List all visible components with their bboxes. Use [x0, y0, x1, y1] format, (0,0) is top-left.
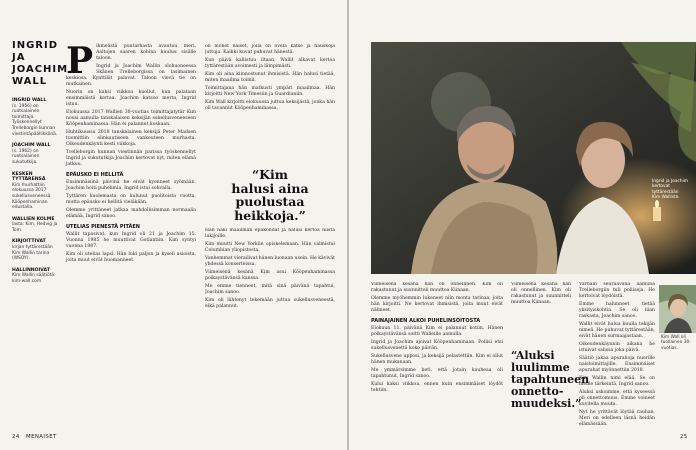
body-paragraph: Me ymmärsimme heti, että jotain kauheaa oli tapahtunut, Ingrid sanoo. [371, 368, 503, 379]
body-paragraph: Kim Wall kirjoitti elokuussa juttua keksijästä, jonka hän oli tavannut Kööpenhaminassa. [205, 100, 335, 111]
body-paragraph: Me emme tienneet, mitä sinä päivänä tapahtui, Joachim sanoo. [205, 284, 335, 295]
kim-photo-illustration [659, 285, 696, 333]
right-column-1 [371, 282, 503, 432]
column-1-body-3 [66, 232, 196, 264]
column-1-body [66, 64, 196, 168]
quote-line: “Kim [251, 167, 289, 182]
quote-line: puolustaa [235, 194, 305, 209]
photo-caption: Ingrid ja Joachim kertovat tyttärestään Kim Wallista. [652, 179, 688, 201]
body-paragraph: Kim Wallin nimi elää. Se on meille tärkeintä, Ingrid sanoo. [579, 376, 655, 387]
right-column-1-body-2 [371, 326, 503, 394]
body-paragraph: Kim oli lähtenyt tekemään juttua sukellusveneestä, eikä palannut. [205, 298, 335, 309]
drop-cap: P [66, 40, 94, 82]
sidebar-fact-label: WALLIEN KOLME [12, 216, 55, 222]
body-paragraph: Elokuun 11. päivänä Kim ei palannut kotiin. Hänen poikaystävänsä soitti Walleille aamulla. [371, 326, 503, 337]
body-paragraph: Varhain seuraavana aamuna Trelleborgiin tuli poliiseja. He kertoivat löydöistä. [579, 282, 655, 299]
body-paragraph: Kim muutti New Yorkiin opiskelemaan. Hän valmistui Columbian yliopistosta. [205, 242, 335, 253]
sidebar-fact [12, 98, 58, 137]
body-paragraph: Hän näki maailman epäkohdat ja halusi kertoa niistä lukijoille. [205, 228, 335, 239]
pull-quote-right [511, 349, 590, 410]
right-column-1-body [371, 282, 503, 314]
subheading-epausko: EPÄUSKO EI HELLITÄ [66, 172, 124, 178]
magazine-name: MENAISET [26, 434, 57, 440]
quote-line: heikkoja.” [234, 207, 306, 223]
body-paragraph: Viimeisenä kesänä hän oli onnellinen. Kim oli rakastunut ja suunnitteli muuttoa Kiinaan. [371, 282, 503, 293]
title-line: INGRID [12, 40, 59, 51]
right-page [349, 0, 696, 450]
body-paragraph: Kim oli utelias lapsi. Hän luki paljon ja kyseli asioista, joita muut eivät huomanneet. [66, 252, 196, 263]
page-number: 24 [12, 434, 20, 440]
body-paragraph: Wallit tapasivat, kun Ingrid oli 21 ja Joachim 15. Vuonna 1985 he muuttivat Gotlantiin. Kim syntyi vuonna 1987. [66, 232, 196, 249]
sidebar-factbox [12, 40, 69, 291]
body-paragraph: Trelleborgin kunnan viestinnän parissa työskennellyt Ingrid ja sukututkija Joachim kertovat nyt, miten elämä jatkuu. [66, 150, 196, 167]
title-line: WALL [12, 76, 48, 87]
right-column-2-body [579, 282, 655, 428]
quote-line: onnetto- [511, 385, 564, 398]
sidebar-fact-text: (s. 1956) on ruotsalainen toimittaja. Työskennellyt Trelleborgin kunnan viestintäpäällikkönä. [12, 103, 58, 137]
sidebar-fact-text: lasta: Kim, Hedvig ja Tom. [12, 222, 58, 233]
body-paragraph: Viimeisenä kesänä Kim asui Kööpenhaminassa poikaystävänsä kanssa. [205, 270, 335, 281]
folio-left [12, 434, 57, 440]
column-2-body [205, 44, 335, 112]
sidebar-fact-label: KESKEN TYTTÄRENSÄ [12, 171, 46, 183]
folio-right: 25 [680, 434, 688, 440]
body-paragraph: Huhtikuussa 2018 tanskalainen keksijä Peter Madsen tuomittiin elinkautiseen vankeuteen murhasta. Oikeudenkäynti kesti viikkoja. [66, 130, 196, 147]
body-paragraph: Vanhemmat vierailivat hänen luonaan usein. He kävivät yhdessä konserteissa. [205, 256, 335, 267]
sidebar-fact [12, 268, 58, 285]
body-paragraph: Sukellusvene upposi, ja keksijä pelastettiin. Kim ei ollut hänen mukanaan. [371, 354, 503, 365]
quote-line: halusi aina [231, 180, 309, 196]
sidebar-title [12, 40, 69, 88]
couple-photo-illustration [371, 42, 696, 274]
quote-line: “Aluksi [511, 349, 555, 362]
quote-line: tapahtuneen [511, 373, 590, 386]
article-column-1 [66, 40, 196, 266]
article-column-2-top [205, 44, 335, 164]
sidebar-fact-text: Kim murhattiin elokuussa 2017 sukellusveneessä Kööpenhaminan edustalla. [12, 182, 51, 211]
sidebar-fact-text: Kim Wallin säätiötä: kim-wall.com [12, 273, 56, 285]
right-column-2 [579, 282, 655, 432]
body-paragraph: Kun päivä kallistuu iltaan, Wallit alkavat kertoa tyttärestään avoimesti ja lämpimästi. [205, 58, 335, 69]
body-paragraph: Kim oli aina kiinnostunut ihmisistä. Hän halusi tietää, miten maailma toimii. [205, 72, 335, 83]
quote-line: luulimme [511, 361, 570, 374]
sidebar-fact-text: kirjan tyttärestään Kim Wallin tarina (WSOY). [12, 245, 53, 262]
subheading-painajainen: PAINAJAINEN ALKOI PUHELINSOITOSTA [371, 318, 481, 324]
sidebar-fact [12, 172, 58, 211]
sidebar-fact [12, 239, 58, 261]
kim-photo-caption: Kim Wall oli tuollainen 30-vuotias. [661, 335, 691, 351]
right-column-1b [511, 282, 571, 346]
sidebar-fact-text: (s. 1962) on ruotsalainen sukututkija. [12, 148, 40, 165]
sidebar-body [12, 98, 58, 285]
title-line: JOACHIM [12, 64, 69, 75]
kim-photo [659, 285, 696, 333]
sidebar-fact-label: JOACHIM WALL [12, 143, 51, 149]
body-paragraph: Olemme yrittäneet jatkaa mahdollisimman normaalia elämää, Ingrid sanoo. [66, 208, 196, 219]
body-paragraph: Elokuussa 2017 Wallien 30-vuotias toimittajatytär Kim nousi aamulla tanskalaisen keksijän sukellusveneeseen Kööpenhaminassa. Hän ei palannut koskaan. [66, 110, 196, 127]
body-paragraph: on monet naiset, jolla on ovela katse ja hauskoja juttuja. Kaikki kuvat puhuvat hänestä. [205, 44, 335, 55]
column-1-body-2 [66, 180, 196, 220]
subheading-utelias: UTELIAS PIENESTÄ PITÄEN [66, 224, 140, 230]
right-column-1b-body [511, 282, 571, 306]
quote-line: muudeksi.” [511, 397, 582, 410]
couple-photo [371, 42, 696, 274]
body-paragraph: Oikeudenkäynnin aikana he istuivat salissa joka päivä. [579, 342, 655, 353]
body-paragraph: Emme halunneet tietää yksityiskohtia. Se oli liian raskasta, Joachim sanoo. [579, 302, 655, 319]
body-paragraph: Olemme myöhemmin lukeneet niin monta tarinaa, joita hän kirjoitti. Ne kertovat ihmisistä, joita muut eivät nähneet. [371, 296, 503, 313]
pull-quote-left [205, 168, 335, 222]
body-paragraph: Nyt he yrittävät löytää rauhan. Meri on edelleen läsnä heidän elämässään. [579, 410, 655, 427]
body-paragraph: Tyttären kuolemasta on kulunut puolitoista vuotta, mutta epäusko ei hellitä vieläkään. [66, 194, 196, 205]
sidebar-fact-label: INGRID WALL [12, 98, 47, 103]
sidebar-fact-label: KIRJOITTIVAT [12, 239, 46, 245]
sidebar-fact [12, 217, 58, 234]
article-column-2-bottom [205, 228, 335, 424]
body-paragraph: Wallit eivät halua kuulla tekijän nimeä. He puhuvat tyttärestään, eivät hänen surmaajastaan. [579, 322, 655, 339]
body-paragraph: Ensimmäisinä päivinä he eivät kyenneet syömään. Joachim hoiti puhelimia, Ingrid istui sohvalla. [66, 180, 196, 191]
title-line: JA [12, 52, 26, 63]
body-paragraph: Nuorin on kaksi viikkoa kuollut, kun palataan ensimmäistä kertaa. Joachim katsoo merta, Ingrid istuu. [66, 90, 196, 107]
body-paragraph: Aluksi uskoimme, että kyseessä oli onnettomuus. Emme voineet kuvitella muuta. [579, 390, 655, 407]
body-paragraph: Säätiö jakaa apurahoja nuorille naistoimittajille. Ensimmäiset apurahat myönnettiin 2018. [579, 356, 655, 373]
lead-paragraph: ihmeästä puutarhasta avautuu meri. Aaltojen saaren kohina kuuluu sisälle taloon. [96, 44, 196, 61]
body-paragraph: Kului kaksi viikkoa, ennen kuin ensimmäiset löydöt tehtiin. [371, 382, 503, 393]
column-2-body-2 [205, 228, 335, 310]
body-paragraph: Ingrid ja Joachim ajoivat Kööpenhaminaan. Poliisi etsi sukellusvenettä koko päivän. [371, 340, 503, 351]
sidebar-fact [12, 143, 58, 165]
body-paragraph: Toimittajana hän matkusti ympäri maailmaa. Hän kirjoitti New York Timesiin ja Guardianiin. [205, 86, 335, 97]
body-paragraph: Ingrid ja Joachim Wallin olohuoneessa Skånen Trelleborgissa on lasimainen keskiosa. Kynttilät palavat. Taloon vievä tie on mutkainen. [66, 64, 196, 87]
body-paragraph: Viimeisenä kesänä hän oli onnellinen. Kim oli rakastunut ja suunnitteli muuttoa Kiinaan. [511, 282, 571, 305]
left-page [0, 0, 347, 450]
sidebar-fact-label: HALLINNOIVAT [12, 267, 50, 273]
